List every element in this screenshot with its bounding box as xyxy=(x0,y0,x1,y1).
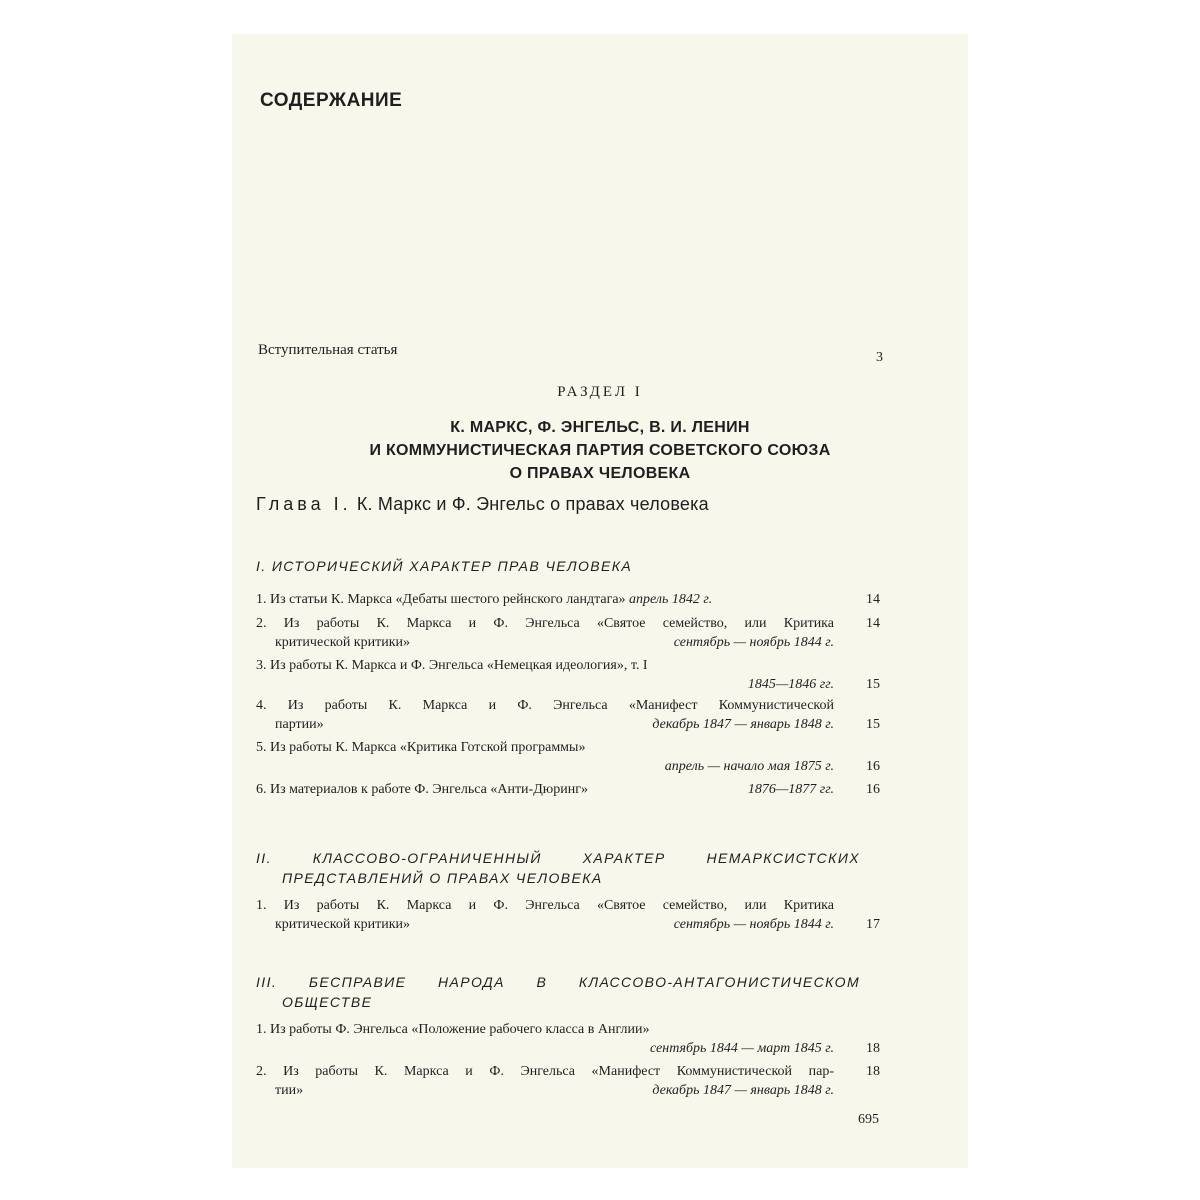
toc-entry-date: сентябрь — ноябрь 1844 г. xyxy=(673,917,834,932)
subsection-heading xyxy=(256,972,860,1012)
subsection-heading-line: II. КЛАССОВО-ОГРАНИЧЕННЫЙ ХАРАКТЕР НЕМАРКСИСТСКИХ xyxy=(256,850,860,866)
toc-entry-text: 4. Из работы К. Маркса и Ф. Энгельса «Манифест Коммунистической xyxy=(256,698,834,713)
toc-entry-text: тии» xyxy=(275,1083,304,1098)
toc-entry-page: 15 xyxy=(866,717,880,732)
intro-entry-page: 3 xyxy=(876,350,883,365)
toc-entry xyxy=(256,896,880,934)
toc-entry-text: 3. Из работы К. Маркса и Ф. Энгельса «Немецкая идеология», т. I xyxy=(256,658,648,673)
book-page xyxy=(232,34,968,1168)
toc-entry-date: декабрь 1847 — январь 1848 г. xyxy=(652,717,834,732)
section-label: РАЗДЕЛ I xyxy=(557,384,643,400)
toc-entry-text: 1. Из работы Ф. Энгельса «Положение рабочего класса в Англии» xyxy=(256,1022,650,1037)
subsection-heading-line: ПРЕДСТАВЛЕНИЙ О ПРАВАХ ЧЕЛОВЕКА xyxy=(282,870,603,886)
subsection-heading-line: ОБЩЕСТВЕ xyxy=(282,994,373,1010)
toc-entry xyxy=(256,1062,880,1100)
section-title xyxy=(232,416,968,485)
toc-entry-date: декабрь 1847 — январь 1848 г. xyxy=(652,1083,834,1098)
subsection-heading-line: III. БЕСПРАВИЕ НАРОДА В КЛАССОВО-АНТАГОНИСТИЧЕСКОМ xyxy=(256,974,860,990)
toc-entry-date-line xyxy=(256,1039,834,1058)
toc-title: СОДЕРЖАНИЕ xyxy=(260,90,403,111)
toc-entry-date: апрель — начало мая 1875 г. xyxy=(664,759,834,774)
toc-entry-text: 6. Из материалов к работе Ф. Энгельса «Анти-Дюринг» xyxy=(256,782,588,797)
subsection-heading xyxy=(256,848,860,888)
chapter-number: Глава I. xyxy=(256,494,352,514)
subsection-heading-line: I. ИСТОРИЧЕСКИЙ ХАРАКТЕР ПРАВ ЧЕЛОВЕКА xyxy=(256,558,633,574)
toc-entry-text: 5. Из работы К. Маркса «Критика Готской программы» xyxy=(256,740,586,755)
toc-entry xyxy=(256,696,880,734)
toc-entry-date: 1876—1877 гг. xyxy=(747,782,834,797)
toc-entry-text: 2. Из работы К. Маркса и Ф. Энгельса «Святое семейство, или Критика xyxy=(256,616,834,631)
section-title-line: И КОММУНИСТИЧЕСКАЯ ПАРТИЯ СОВЕТСКОГО СОЮЗА xyxy=(369,442,831,459)
chapter-heading xyxy=(256,494,709,515)
toc-entry-text: критической критики» xyxy=(275,917,411,932)
section-title-line: О ПРАВАХ ЧЕЛОВЕКА xyxy=(509,465,691,482)
toc-entry-date: 1845—1846 гг. xyxy=(747,677,834,692)
toc-entry-text: 2. Из работы К. Маркса и Ф. Энгельса «Манифест Коммунистической пар- xyxy=(256,1064,834,1079)
chapter-title: К. Маркс и Ф. Энгельс о правах человека xyxy=(356,494,709,514)
toc-entry xyxy=(256,780,880,799)
toc-entry-date-line xyxy=(256,675,834,694)
toc-entry-page: 17 xyxy=(866,917,880,932)
toc-entry xyxy=(256,1020,880,1058)
toc-entry-text: партии» xyxy=(275,717,324,732)
subsection-heading xyxy=(256,556,860,576)
toc-entry-text: 1. Из статьи К. Маркса «Дебаты шестого рейнского ландтага» апрель 1842 г. xyxy=(256,592,713,607)
toc-entry xyxy=(256,614,880,652)
toc-entry-page: 15 xyxy=(866,677,880,692)
section-title-line: К. МАРКС, Ф. ЭНГЕЛЬС, В. И. ЛЕНИН xyxy=(450,419,750,436)
toc-entry xyxy=(256,656,880,694)
toc-entry-text: 1. Из работы К. Маркса и Ф. Энгельса «Святое семейство, или Критика xyxy=(256,898,834,913)
intro-entry-label: Вступительная статья xyxy=(258,342,398,358)
toc-entry-date-line xyxy=(256,757,834,776)
toc-entry xyxy=(256,738,880,776)
toc-entry-date: сентябрь — ноябрь 1844 г. xyxy=(673,635,834,650)
toc-entry-page: 18 xyxy=(866,1064,880,1079)
toc-entry-page: 14 xyxy=(866,592,880,607)
toc-entry-date: сентябрь 1844 — март 1845 г. xyxy=(650,1041,834,1056)
toc-entry xyxy=(256,590,880,609)
page-number: 695 xyxy=(858,1112,879,1127)
toc-entry-page: 16 xyxy=(866,759,880,774)
toc-entry-page: 16 xyxy=(866,782,880,797)
toc-entry-text: критической критики» xyxy=(275,635,411,650)
toc-entry-date: апрель 1842 г. xyxy=(629,592,713,607)
toc-entry-page: 18 xyxy=(866,1041,880,1056)
toc-entry-page: 14 xyxy=(866,616,880,631)
